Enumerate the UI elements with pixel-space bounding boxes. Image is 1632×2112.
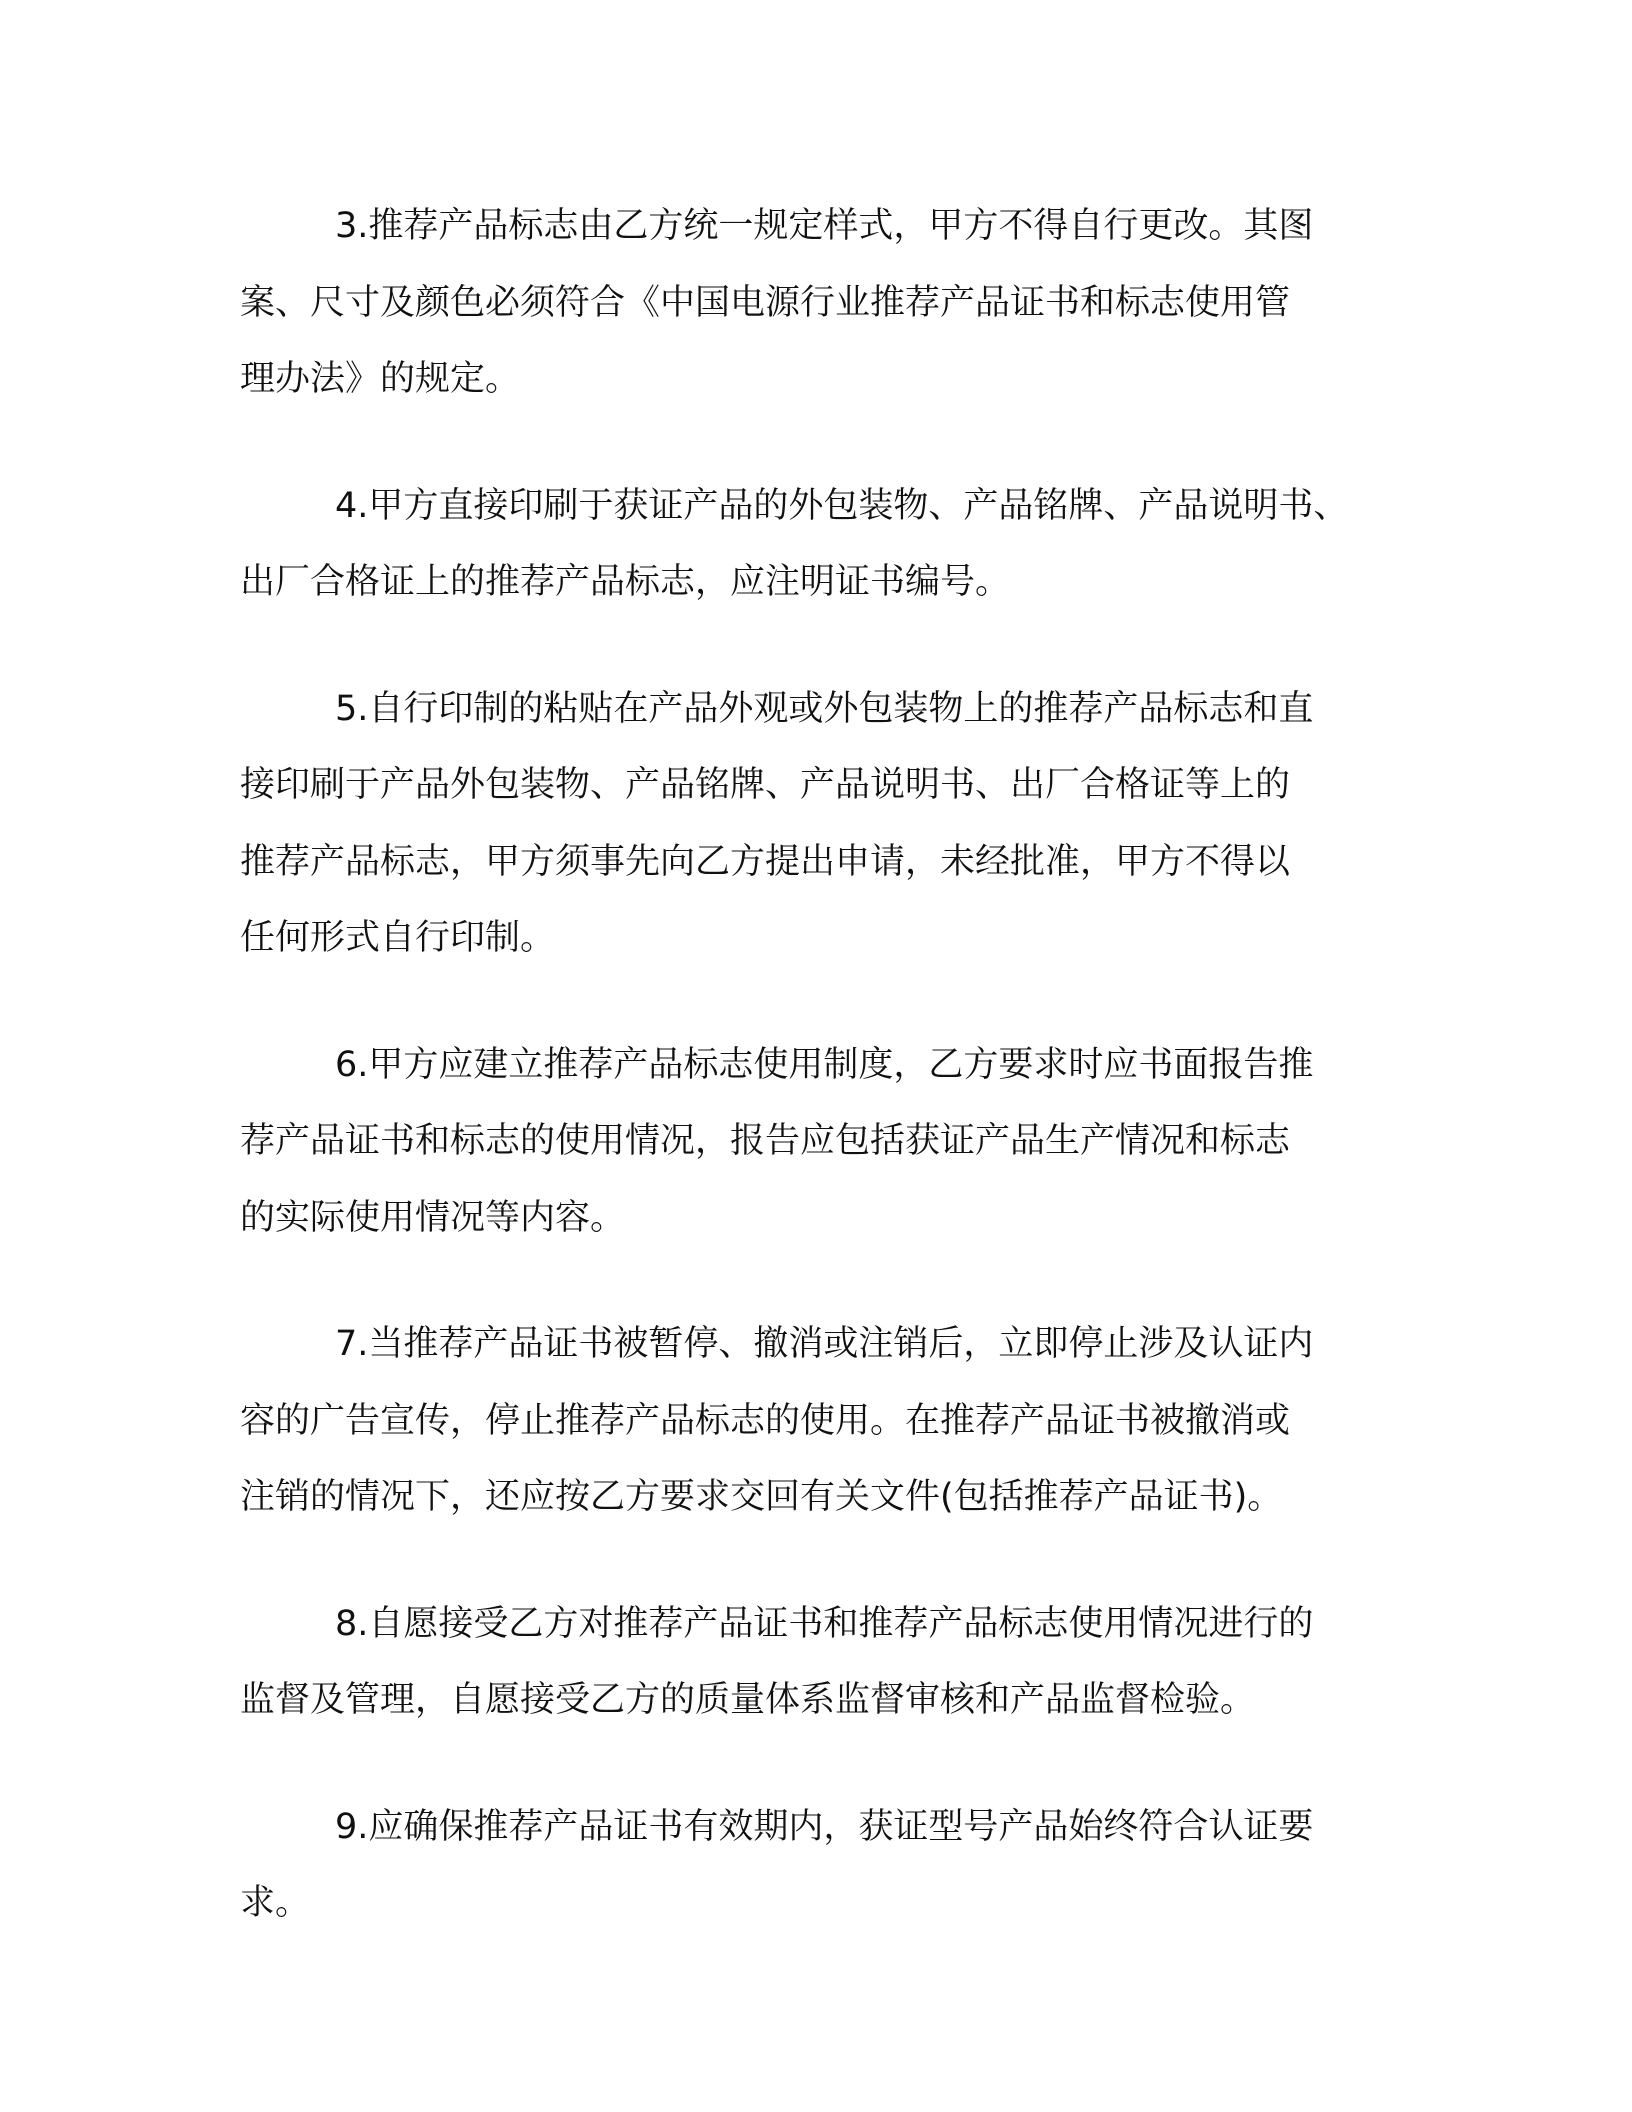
text-line: 案、尺寸及颜色必须符合《中国电源行业推荐产品证书和标志使用管 bbox=[240, 282, 1291, 323]
text-line: 8.自愿接受乙方对推荐产品证书和推荐产品标志使用情况进行的 bbox=[335, 1603, 1314, 1644]
text-line: 3.推荐产品标志由乙方统一规定样式，甲方不得自行更改。其图 bbox=[335, 206, 1314, 246]
text-line: 5.自行印制的粘贴在产品外观或外包装物上的推荐产品标志和直 bbox=[335, 688, 1314, 729]
text-line: 任何形式自行印制。 bbox=[240, 918, 556, 958]
text-line: 理办法》的规定。 bbox=[240, 359, 521, 399]
paragraph-9 bbox=[240, 1789, 1390, 1942]
paragraph-5 bbox=[240, 671, 1390, 977]
text-line: 6.甲方应建立推荐产品标志使用制度，乙方要求时应书面报告推 bbox=[335, 1044, 1314, 1085]
text-line: 7.当推荐产品证书被暂停、撤消或注销后，立即停止涉及认证内 bbox=[335, 1324, 1314, 1364]
text-line: 求。 bbox=[240, 1883, 311, 1923]
paragraph-8 bbox=[240, 1586, 1390, 1739]
text-line: 注销的情况下，还应按乙方要求交回有关文件(包括推荐产品证书)。 bbox=[240, 1477, 1283, 1517]
paragraph-4 bbox=[240, 468, 1390, 621]
paragraph-7 bbox=[240, 1306, 1390, 1536]
text-line: 推荐产品标志，甲方须事先向乙方提出申请，未经批准，甲方不得以 bbox=[240, 841, 1291, 882]
text-line: 出厂合格证上的推荐产品标志，应注明证书编号。 bbox=[240, 562, 1011, 602]
text-line: 的实际使用情况等内容。 bbox=[240, 1197, 626, 1238]
paragraph-3 bbox=[240, 188, 1390, 418]
document-body bbox=[240, 188, 1390, 1992]
text-line: 容的广告宣传，停止推荐产品标志的使用。在推荐产品证书被撤消或 bbox=[240, 1400, 1291, 1441]
paragraph-6 bbox=[240, 1027, 1390, 1257]
text-line: 监督及管理，自愿接受乙方的质量体系监督审核和产品监督检验。 bbox=[240, 1680, 1256, 1720]
text-line: 9.应确保推荐产品证书有效期内，获证型号产品始终符合认证要 bbox=[335, 1806, 1314, 1847]
text-line: 接印刷于产品外包装物、产品铭牌、产品说明书、出厂合格证等上的 bbox=[240, 765, 1291, 805]
text-line: 4.甲方直接印刷于获证产品的外包装物、产品铭牌、产品说明书、 bbox=[335, 485, 1349, 526]
text-line: 荐产品证书和标志的使用情况，报告应包括获证产品生产情况和标志 bbox=[240, 1121, 1291, 1161]
